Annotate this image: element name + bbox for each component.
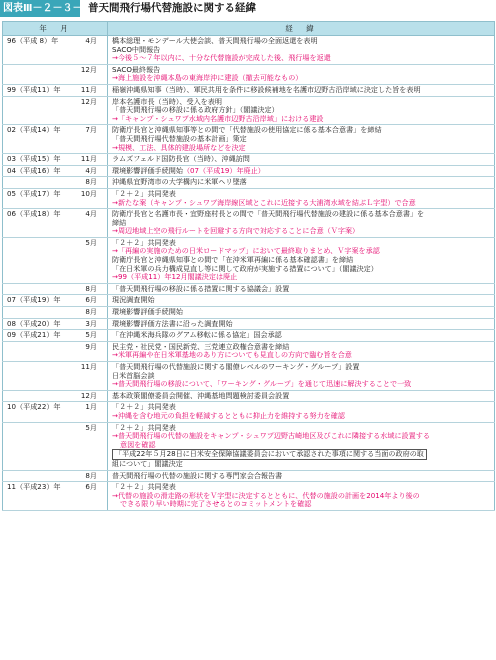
table-row — [3, 165, 495, 177]
row-date-cell — [3, 188, 108, 208]
table-row — [3, 362, 495, 391]
row-history-cell — [108, 64, 495, 84]
history-line: →普天間飛行場の代替の施設をキャンプ・シュワブ辺野古崎地区及びこれに隣接する水域に設置する — [112, 431, 430, 441]
row-history-cell — [108, 154, 495, 166]
row-date-cell — [3, 307, 108, 319]
row-year: 99（平成11）年 — [7, 84, 61, 94]
table-row — [3, 36, 495, 65]
row-history-cell — [108, 188, 495, 208]
row-date-cell — [3, 482, 108, 511]
history-line: 「２＋２」共同発表 — [112, 402, 176, 412]
history-line: 基本政策閣僚委員会開催、沖縄基地問題検討委員会設置 — [112, 390, 290, 400]
row-history-cell — [108, 177, 495, 189]
history-line: →沖縄を含む地元の負担を軽減するとともに抑止力を維持する努力を確認 — [112, 410, 345, 420]
history-line: 環境影響評価方法書に沿った調査開始 — [112, 318, 233, 328]
history-line: 「２＋２」共同発表 — [112, 482, 176, 492]
table-row — [3, 237, 495, 283]
row-month: 4月 — [85, 36, 97, 45]
history-table — [2, 21, 495, 511]
table-row — [3, 295, 495, 307]
table-row — [3, 64, 495, 84]
row-date-cell — [3, 470, 108, 482]
row-date-cell — [3, 330, 108, 342]
history-line: SACO中間報告 — [112, 44, 161, 54]
row-year: 06（平成18）年 — [7, 209, 61, 219]
row-month: 5月 — [85, 422, 97, 432]
row-history-cell — [108, 36, 495, 65]
row-month: 12月 — [80, 64, 97, 74]
row-month: 8月 — [85, 177, 97, 187]
history-line: 岸本名護市長（当時）、受入を表明 — [112, 96, 222, 106]
row-month: 4月 — [85, 209, 97, 219]
row-month: 8月 — [85, 283, 97, 293]
table-row — [3, 209, 495, 238]
row-month: 8月 — [85, 470, 97, 480]
table-row — [3, 341, 495, 361]
table-row — [3, 422, 495, 470]
table-row — [3, 125, 495, 154]
history-line: 組について」閣議決定 — [112, 458, 183, 468]
row-history-cell — [108, 209, 495, 238]
history-line: →規模、工法、具体的建設場所などを決定 — [112, 142, 246, 152]
row-year: 04（平成16）年 — [7, 165, 61, 175]
history-line: →今後５～７年以内に、十分な代替施設が完成した後、飛行場を返還 — [112, 53, 331, 63]
row-year: 10（平成22）年 — [7, 402, 61, 412]
row-month: 12月 — [80, 390, 97, 400]
table-row — [3, 390, 495, 402]
row-date-cell — [3, 295, 108, 307]
row-month: 6月 — [85, 295, 97, 305]
row-date-cell — [3, 154, 108, 166]
history-line — [112, 167, 490, 176]
row-history-cell — [108, 402, 495, 422]
history-line: →99（平成11）年12月閣議決定は廃止 — [112, 272, 238, 282]
row-month: 6月 — [85, 482, 97, 492]
history-line: 「普天間飛行場の代替施設に関する閣僚レベルのワーキング・グループ」設置 — [112, 362, 360, 371]
row-date-cell — [3, 64, 108, 84]
history-line: 防衛庁長官と沖縄県知事との間で「在沖米軍再編に係る基本確認書」を締結 — [112, 255, 354, 265]
column-header-history: 経 緯 — [108, 22, 495, 36]
history-line: →米軍再編や在日米軍基地のあり方についても見直しの方向で臨む旨を合意 — [112, 350, 352, 360]
row-date-cell — [3, 341, 108, 361]
history-line: →普天間飛行場の移設について、「ワーキング・グループ」を通じて迅速に解決することで一致 — [112, 379, 412, 389]
row-date-cell — [3, 165, 108, 177]
history-line: 現況調査開始 — [112, 295, 155, 305]
row-year: 05（平成17）年 — [7, 188, 61, 198]
table-row — [3, 330, 495, 342]
row-date-cell — [3, 402, 108, 422]
row-month: 5月 — [85, 237, 97, 247]
table-row — [3, 177, 495, 189]
row-history-cell — [108, 283, 495, 295]
row-date-cell — [3, 237, 108, 283]
row-history-cell — [108, 84, 495, 96]
row-history-cell — [108, 422, 495, 470]
history-line: 締結 — [112, 217, 127, 227]
row-history-cell — [108, 482, 495, 511]
history-line: 「普天間飛行場の移設に係る措置に関する協議会」設置 — [112, 283, 290, 293]
history-line: →「キャンプ・シュワブ水域内名護市辺野古沿岸域」における建設 — [112, 113, 324, 123]
history-line: SACO最終報告 — [112, 64, 161, 74]
row-month: 3月 — [85, 318, 97, 328]
history-line: 民主党・社民党・国民新党、三党連立政権合意書を締結 — [112, 341, 290, 351]
row-year: 02（平成14）年 — [7, 125, 61, 135]
row-history-cell — [108, 165, 495, 177]
table-row — [3, 154, 495, 166]
row-date-cell — [3, 318, 108, 330]
row-month: 11月 — [80, 84, 97, 94]
row-history-cell — [108, 390, 495, 402]
history-line: →「再編の実施のための日米ロードマップ」において最終取りまとめ、Ｖ字案を承認 — [112, 246, 380, 256]
history-line: 稲嶺沖縄県知事（当時）、軍民共用を条件に移設候補地を名護市辺野古沿岸域に決定した旨を表明 — [112, 84, 421, 94]
row-month: 1月 — [85, 402, 97, 412]
row-history-cell — [108, 318, 495, 330]
history-line: 「在沖縄米海兵隊のグアム移転に係る協定」国会承認 — [112, 330, 282, 340]
table-row — [3, 283, 495, 295]
table-row — [3, 96, 495, 125]
history-line: 普天間飛行場の代替の施設に関する専門家会合報告書 — [112, 470, 283, 480]
table-row — [3, 307, 495, 319]
row-history-cell — [108, 125, 495, 154]
row-date-cell — [3, 36, 108, 65]
row-history-cell — [108, 470, 495, 482]
history-line: →周辺地域上空の飛行ルートを回避する方向で対応することに合意（Ｖ字案） — [112, 226, 360, 236]
figure-label: 図表Ⅲ－２－３－４ — [0, 0, 80, 17]
table-row — [3, 402, 495, 422]
figure-header — [0, 0, 496, 17]
row-year: 96（平成 8）年 — [7, 36, 59, 45]
row-month: 7月 — [85, 125, 97, 135]
column-header-date: 年 月 — [3, 22, 108, 36]
row-history-cell — [108, 307, 495, 319]
history-line: 意図を確認 — [120, 439, 156, 449]
table-body — [3, 36, 495, 511]
history-line: 沖縄県宜野湾市の大学構内に米軍ヘリ墜落 — [112, 177, 247, 187]
row-history-cell — [108, 341, 495, 361]
row-history-cell — [108, 295, 495, 307]
table-row — [3, 84, 495, 96]
table-row — [3, 188, 495, 208]
row-date-cell — [3, 177, 108, 189]
row-date-cell — [3, 362, 108, 391]
figure-title: 普天間飛行場代替施設に関する経緯 — [88, 2, 256, 14]
history-line: 「２＋２」共同発表 — [112, 237, 176, 247]
row-date-cell — [3, 283, 108, 295]
table-row — [3, 470, 495, 482]
history-line: →新たな案（キャンプ・シュワブ海岸線区域とこれに近接する大浦湾水域を結ぶＬ字型）で合意 — [112, 197, 416, 207]
row-month: 10月 — [80, 188, 97, 198]
table-row — [3, 482, 495, 511]
history-line: 日米首脳会談 — [112, 370, 155, 380]
row-month: 4月 — [85, 165, 97, 175]
table-header-row — [3, 22, 495, 36]
row-date-cell — [3, 422, 108, 470]
history-line: →海上施設を沖縄本島の東海岸沖に建設（撤去可能なもの） — [112, 73, 303, 83]
history-line: 「２＋２」共同発表 — [112, 422, 176, 432]
history-line: 防衛庁長官と名護市長・宜野座村長との間で「普天間飛行場代替施設の建設に係る基本合意書」を — [112, 209, 425, 219]
history-line: ラムズフェルド国防長官（当時）、沖縄訪問 — [112, 154, 250, 164]
row-date-cell — [3, 125, 108, 154]
row-month: 9月 — [85, 341, 97, 351]
row-year: 11（平成23）年 — [7, 482, 61, 492]
row-year: 09（平成21）年 — [7, 330, 61, 340]
row-month: 8月 — [85, 307, 97, 317]
history-line-note: （07（平成19）年廃止） — [182, 165, 265, 175]
row-date-cell — [3, 390, 108, 402]
row-month: 5月 — [85, 330, 97, 340]
row-history-cell — [108, 362, 495, 391]
row-month: 11月 — [80, 154, 97, 164]
history-line: 環境影響評価手続開始 — [112, 307, 183, 317]
row-year: 03（平成15）年 — [7, 154, 61, 164]
row-month: 11月 — [80, 362, 97, 371]
row-date-cell — [3, 96, 108, 125]
history-line-text: 環境影響評価手続開始 — [112, 165, 183, 175]
row-history-cell — [108, 237, 495, 283]
history-line: →代替の施設の滑走路の形状をＶ字型に決定するとともに、代替の施設の計画を2014年より後の — [112, 490, 420, 500]
table-row — [3, 318, 495, 330]
row-year: 07（平成19）年 — [7, 295, 61, 305]
history-line: 「在日米軍の兵力構成見直し等に関して政府が実施する措置について」（閣議決定） — [112, 263, 378, 273]
history-line: 防衛庁長官と沖縄県知事等との間で「代替施設の使用協定に係る基本合意書」を締結 — [112, 125, 382, 135]
row-history-cell — [108, 96, 495, 125]
row-history-cell — [108, 330, 495, 342]
row-month: 12月 — [80, 96, 97, 106]
row-date-cell — [3, 84, 108, 96]
history-line: 「普天間飛行場代替施設の基本計画」策定 — [112, 133, 247, 143]
history-line: 「２＋２」共同発表 — [112, 188, 176, 198]
row-year: 08（平成20）年 — [7, 318, 61, 328]
history-line: 「平成22年５月28日に日米安全保障協議委員会において承認された事項に関する当面の政府の取 — [112, 449, 427, 460]
history-line: 橋本総理・モンデール大使会談、普天間飛行場の全面返還を表明 — [112, 36, 318, 45]
history-line: 「普天間飛行場の移設に係る政府方針」（閣議決定） — [112, 105, 279, 115]
row-date-cell — [3, 209, 108, 238]
history-line: できる限り早い時期に完了させるとのコミットメントを確認 — [120, 499, 312, 509]
